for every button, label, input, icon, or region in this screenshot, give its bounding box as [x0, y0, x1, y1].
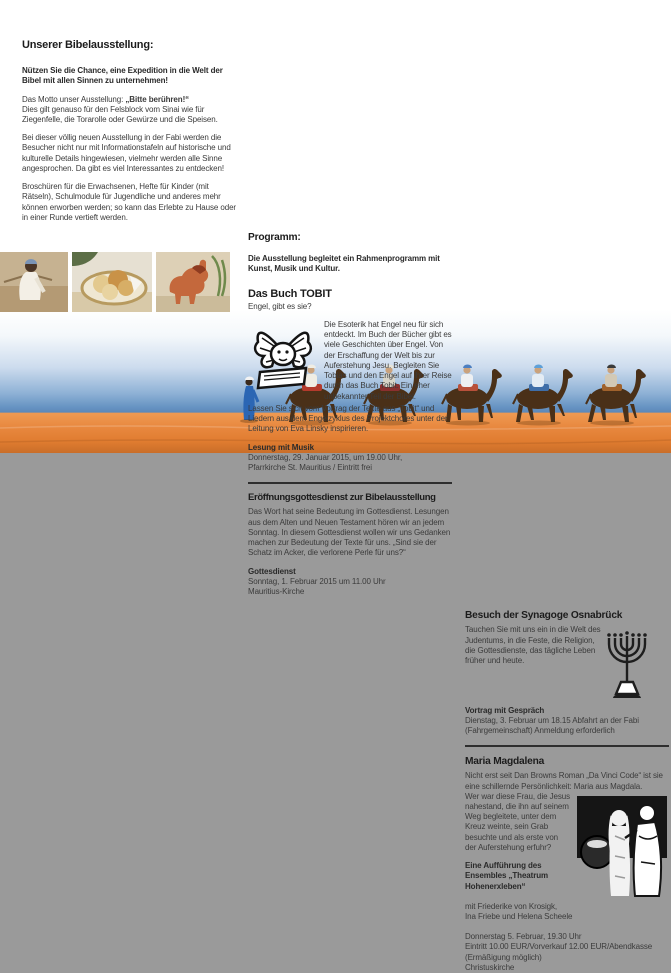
event-price: Eintritt 10.00 EUR/Vorverkauf 12.00 EUR/Abendkasse — [465, 942, 653, 952]
angel-woodcut-illustration — [248, 320, 318, 396]
event-discount: (Ermäßigung möglich) — [465, 952, 542, 962]
left-motto-paragraph — [22, 95, 237, 126]
maria-left-column — [465, 792, 571, 900]
vortrag-line1: Dienstag, 3. Februar um 18.15 Abfahrt an der Fabi — [465, 715, 639, 725]
synagoge-line1: Tauchen Sie mit uns ein in die Welt des — [465, 625, 601, 635]
program-intro: Die Ausstellung begleitet ein Rahmenprogramm mit Kunst, Musik und Kultur. — [248, 254, 440, 274]
event-place: Christuskirche — [465, 962, 515, 972]
event-date: Donnerstag 5. Februar, 19.30 Uhr — [465, 932, 582, 942]
gottesdienst-title: Gottesdienst — [248, 566, 296, 576]
bread-basket-photo — [72, 252, 152, 312]
maria-magdalena-woodcut — [575, 796, 669, 900]
maria-row — [465, 792, 669, 900]
gottesdienst-date: Sonntag, 1. Februar 2015 um 11.00 Uhr — [248, 576, 386, 586]
panel-right — [465, 609, 669, 973]
divider-right — [465, 745, 669, 747]
maria-text: Wer war diese Frau, die Jesus nahestand, die ihn auf seinem Weg begleitete, unter dem Kreuz weinte, sein Grab besuchte und als erste von der Auferstehung erfuhr? — [465, 791, 570, 852]
vortrag-title: Vortrag mit Gespräch — [465, 705, 545, 715]
lesung-place: Pfarrkirche St. Mauritius / Eintritt frei — [248, 463, 372, 472]
figure-in-white-robe-photo — [0, 252, 68, 312]
program-heading: Programm: — [248, 232, 301, 244]
ensemble-title: Eine Aufführung des Ensembles „Theatrum Hohenerxleben“ — [465, 861, 549, 891]
ensemble-cast-2: Ina Friebe und Helena Scheele — [465, 912, 573, 921]
synagoge-row — [465, 636, 669, 706]
maria-intro: Nicht erst seit Dan Browns Roman „Da Vinci Code“ ist sie eine schillernde Persönlichkeit: Maria aus Magdala. — [465, 771, 663, 791]
menorah-line-drawing — [597, 628, 657, 706]
synagoge-text: Judentums, in die Feste, die Religion, die Gottesdienste, das tägliche Leben früher und heute. — [465, 635, 596, 666]
left-intro: Nützen Sie die Chance, eine Expedition in die Welt der Bibel mit allen Sinnen zu unternehmen! — [22, 66, 223, 86]
divider-middle — [248, 482, 452, 484]
tobit-row — [248, 320, 452, 402]
tobit-title: Das Buch TOBIT — [248, 287, 332, 300]
tobit-text-2: Lassen Sie sich vom Vortrag der Texte aus „Tobit“ und Liedern aus dem Engelzyklus des Projektchores unter der Leitung von Eva Linsky inspirieren. — [248, 403, 448, 434]
motto-rest: Dies gilt genauso für den Felsblock vom Sinai wie für Ziegenfelle, die Torarolle oder Gewürze und die Speisen. — [22, 104, 218, 125]
lesung-title: Lesung mit Musik — [248, 442, 314, 452]
ensemble-cast-1: mit Friederike von Krosigk, — [465, 901, 557, 911]
eroeffnung-title: Eröffnungsgottesdienst zur Bibelausstellung — [248, 492, 436, 504]
lesung-date: Donnerstag, 29. Januar 2015, um 19.00 Uhr, — [248, 452, 403, 462]
tobit-subtitle: Engel, gibt es sie? — [248, 301, 312, 311]
maria-heading: Maria Magdalena — [465, 756, 545, 768]
motto-bold: „Bitte berühren!“ — [125, 94, 190, 104]
motto-prefix: Das Motto unser Ausstellung: — [22, 94, 126, 104]
tobit-text: Die Esoterik hat Engel neu für sich entdeckt. Im Buch der Bücher gibt es viele Geschichten über Engel. Von der Erschaffung der Welt bis zur Auferstehung Jesu. Begleiten Sie Tobias und den Engel auf ihrer Reise durch das Buch Tobit. Ein eher unbekannter Teil der Bibel. — [324, 319, 452, 401]
vortrag-line2: (Fahrgemeinschaft) Anmeldung erforderlich — [465, 726, 615, 736]
eroeffnung-text: Das Wort hat seine Bedeutung im Gottesdienst. Lesungen aus dem Alten und Neuen Testament hören wir an jedem Sonntag. In diesem Gottesdienst wollen wir uns Gedanken machen zur Bedeutung der Texte für uns. „Sind sie der Schatz im Acker, die verlorene Perle für uns?“ — [248, 507, 451, 558]
panel-left — [22, 38, 237, 223]
panel-middle — [248, 231, 452, 597]
synagoge-heading: Besuch der Synagoge Osnabrück — [465, 610, 623, 622]
camel-figurine-photo — [156, 252, 230, 312]
left-paragraph-3: Broschüren für die Erwachsenen, Hefte für Kinder (mit Rätseln), Schulmodule für Jugendliche und anderes mehr können erworben werden; so kann das Erlebte zu Hause oder in einer Runde vertieft werden. — [22, 182, 236, 222]
gottesdienst-place: Mauritius-Kirche — [248, 587, 305, 597]
photo-strip — [0, 252, 230, 312]
left-paragraph-2: Bei dieser völlig neuen Ausstellung in der Fabi werden die Besucher nicht nur mit Informationstafeln auf historische und kulturelle Details hingewiesen, vielmehr werden alle Sinne angesprochen. Da gibt es viel Interessantes zu entdecken! — [22, 133, 231, 173]
left-heading: Unserer Bibelausstellung: — [22, 39, 154, 51]
